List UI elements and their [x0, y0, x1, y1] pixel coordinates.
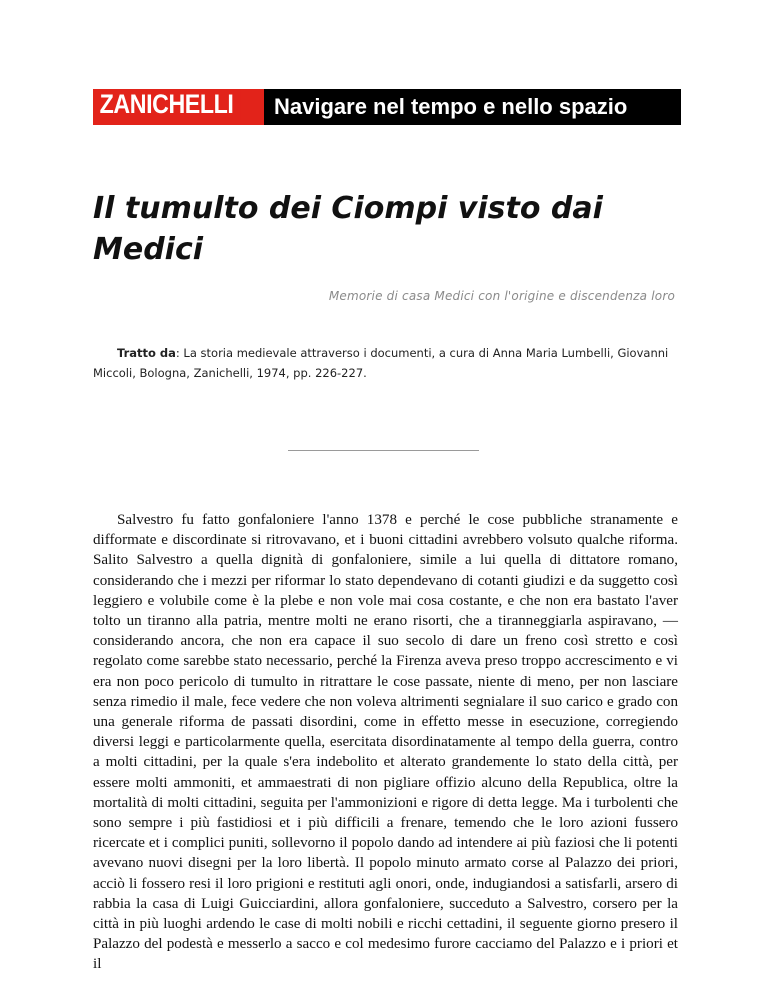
source-text: : La storia medievale attraverso i documenti, a cura di Anna Maria Lumbelli, Giovanni Miccoli, Bologna, Zanichelli, 1974, pp. 226-227. [93, 346, 669, 380]
source-citation [93, 343, 683, 383]
publisher-logo-text: ZANICHELLI [93, 89, 240, 120]
publisher-banner [93, 89, 681, 125]
section-divider [288, 450, 479, 451]
banner-tagline: Navigare nel tempo e nello spazio [274, 94, 628, 119]
publisher-logo [93, 89, 264, 125]
document-subtitle: Memorie di casa Medici con l'origine e discendenza loro [328, 289, 675, 303]
body-paragraph: Salvestro fu fatto gonfaloniere l'anno 1378 e perché le cose pubbliche stranamente e difformate e discordinate si ritrovavano, et i buoni cittadini avrebbero volsuto qualche riforma. Salito Salvestro a quella dignità di gonfaloniere, simile a lui quella di dittatore romano, considerando che i mezzi per riformar lo stato dependevano di cotanti giudizi e da suggetto così leggiero e volubile come è la plebe e non vole mai cosa costante, e che non era bastato l'aver tolto un tiranno alla patria, mentre molti ne erano risorti, che a tiranneggiarla aspiravano, — considerando ancora, che non era capace il suo secolo di dare un freno così stretto e così regolato come sarebbe stato necessario, perché la Firenza aveva preso troppo accrescimento e vi era non poco pericolo di tumulto in ritrattare le cose passate, niente di meno, per non lasciare senza rimedio il male, fece vedere che non voleva altrimenti segnialare il suo carico e grado con una generale riforma de passati disordini, come in effetto messe in esecuzione, corregiendo diversi leggi e particolarmente quella, esercitata disordinatamente al tempo della guerra, contro a molti cittadini, per la quale s'era indebolito et alterato grandemente lo stato della città, per essere molti ammoniti, et ammaestrati di non pigliare offizio alcuno della Republica, oltre la mortalità di molti cittadini, seguita per l'ammonizioni e rigore di detta legge. Ma i turbolenti che sono sempre i più fastidiosi et i più difficili a frenare, temendo che le loro azioni fussero ricercate et i complici puniti, sollevorno il popolo dando ad intendere ai più faziosi che li potenti avevano nuovi disegni per la loro libertà. Il popolo minuto armato corse al Palazzo dei priori, acciò li fossero resi il loro prigioni e restituti agli onori, onde, indugiandosi a satisfarli, arsero di rabbia la casa di Luigi Guicciardini, allora gonfaloniere, succeduto a Salvestro, corsero per la città in più luoghi ardendo le case di molti nobili e ricchi cettadini, il seguente giorno presero il Palazzo del podestà e messerlo a sacco e col medesimo furore cacciamo del Palazzo e i priori et il [93, 512, 678, 973]
document-title: Il tumulto dei Ciompi visto dai Medici [93, 191, 603, 267]
source-label: Tratto da [117, 346, 176, 360]
